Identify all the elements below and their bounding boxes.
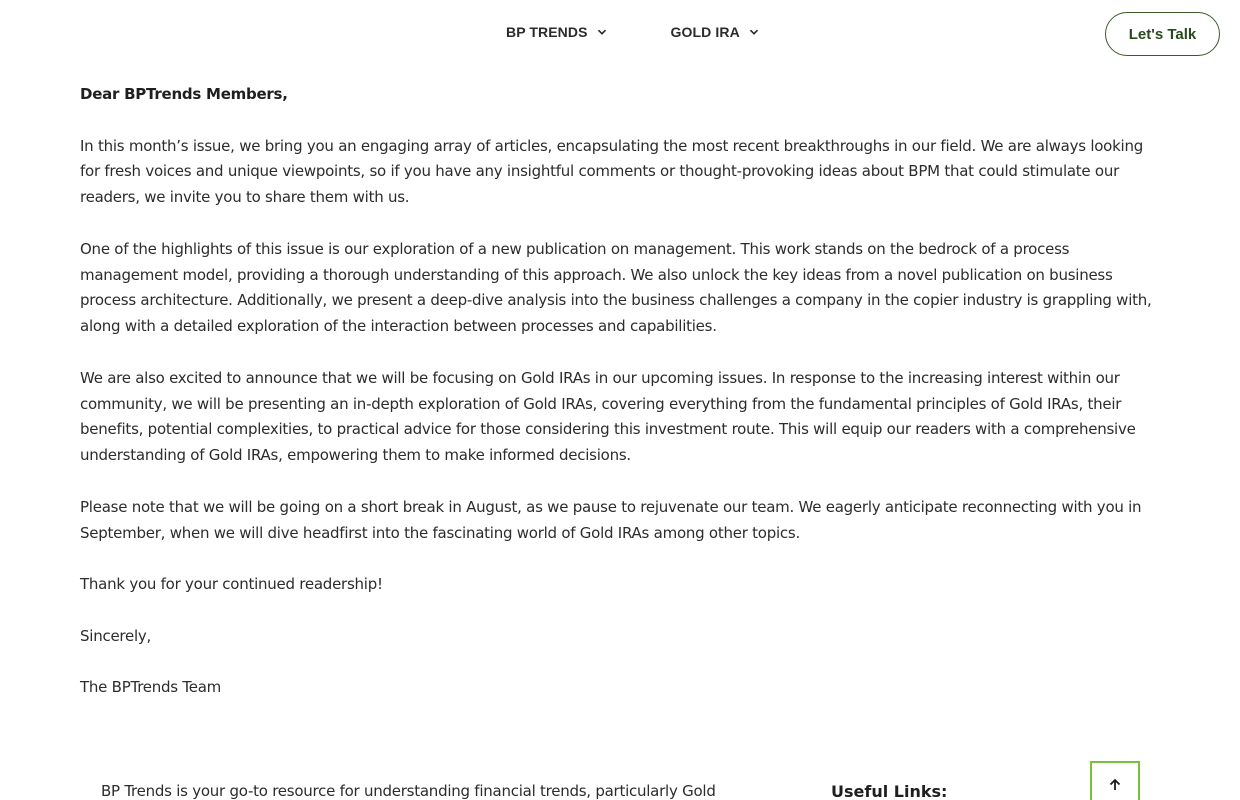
letter-paragraph: Thank you for your continued readership! (80, 575, 383, 594)
letter-closing: Sincerely, (80, 626, 152, 645)
letter-signature: The BPTrends Team (80, 678, 222, 697)
useful-links-heading: Useful Links: (831, 782, 948, 800)
chevron-down-icon (749, 27, 759, 37)
footer-about-text: BP Trends is your go-to resource for understanding financial trends, particularly Gold (101, 782, 716, 800)
letter-paragraph: In this month’s issue, we bring you an engaging array of articles, encapsulating the most recent breakthroughs in our field. We are always looking for fresh voices and unique viewpoints, so if you have any insightful comments or thought-provoking ideas about BPM that could stimulate our readers, we invite you to share them with us. (80, 136, 1143, 207)
chevron-down-icon (597, 27, 607, 37)
nav-item-label: GOLD IRA (670, 24, 740, 40)
main-nav (506, 24, 759, 40)
site-header (0, 0, 1240, 70)
nav-item-label: BP TRENDS (506, 24, 588, 40)
arrow-up-icon (1108, 777, 1122, 796)
scroll-to-top-button[interactable] (1090, 761, 1140, 800)
nav-item-bp-trends[interactable] (506, 24, 607, 40)
letter-greeting: Dear BPTrends Members, (80, 85, 288, 103)
letter-paragraph: Please note that we will be going on a short break in August, as we pause to rejuvenate our team. We eagerly anticipate reconnecting with you in September, when we will dive headfirst into the fascinating world of Gold IRAs among other topics. (80, 497, 1142, 542)
letter-paragraph: One of the highlights of this issue is our exploration of a new publication on management. This work stands on the bedrock of a process management model, providing a thorough understanding of this approach. We also unlock the key ideas from a novel publication on business process architecture. Additionally, we present a deep-dive analysis into the business challenges a company in the copier industry is grappling with, along with a detailed exploration of the interaction between processes and capabilities. (80, 239, 1152, 336)
lets-talk-button[interactable]: Let's Talk (1105, 12, 1220, 56)
letter-content (80, 82, 1160, 727)
nav-item-gold-ira[interactable] (671, 24, 759, 40)
letter-paragraph: We are also excited to announce that we will be focusing on Gold IRAs in our upcoming issues. In response to the increasing interest within our community, we will be presenting an in-depth exploration of Gold IRAs, covering everything from the fundamental principles of Gold IRAs, their benefits, potential complexities, to practical advice for those considering this investment route. This will equip our readers with a comprehensive understanding of Gold IRAs, empowering them to make informed decisions. (80, 368, 1136, 465)
